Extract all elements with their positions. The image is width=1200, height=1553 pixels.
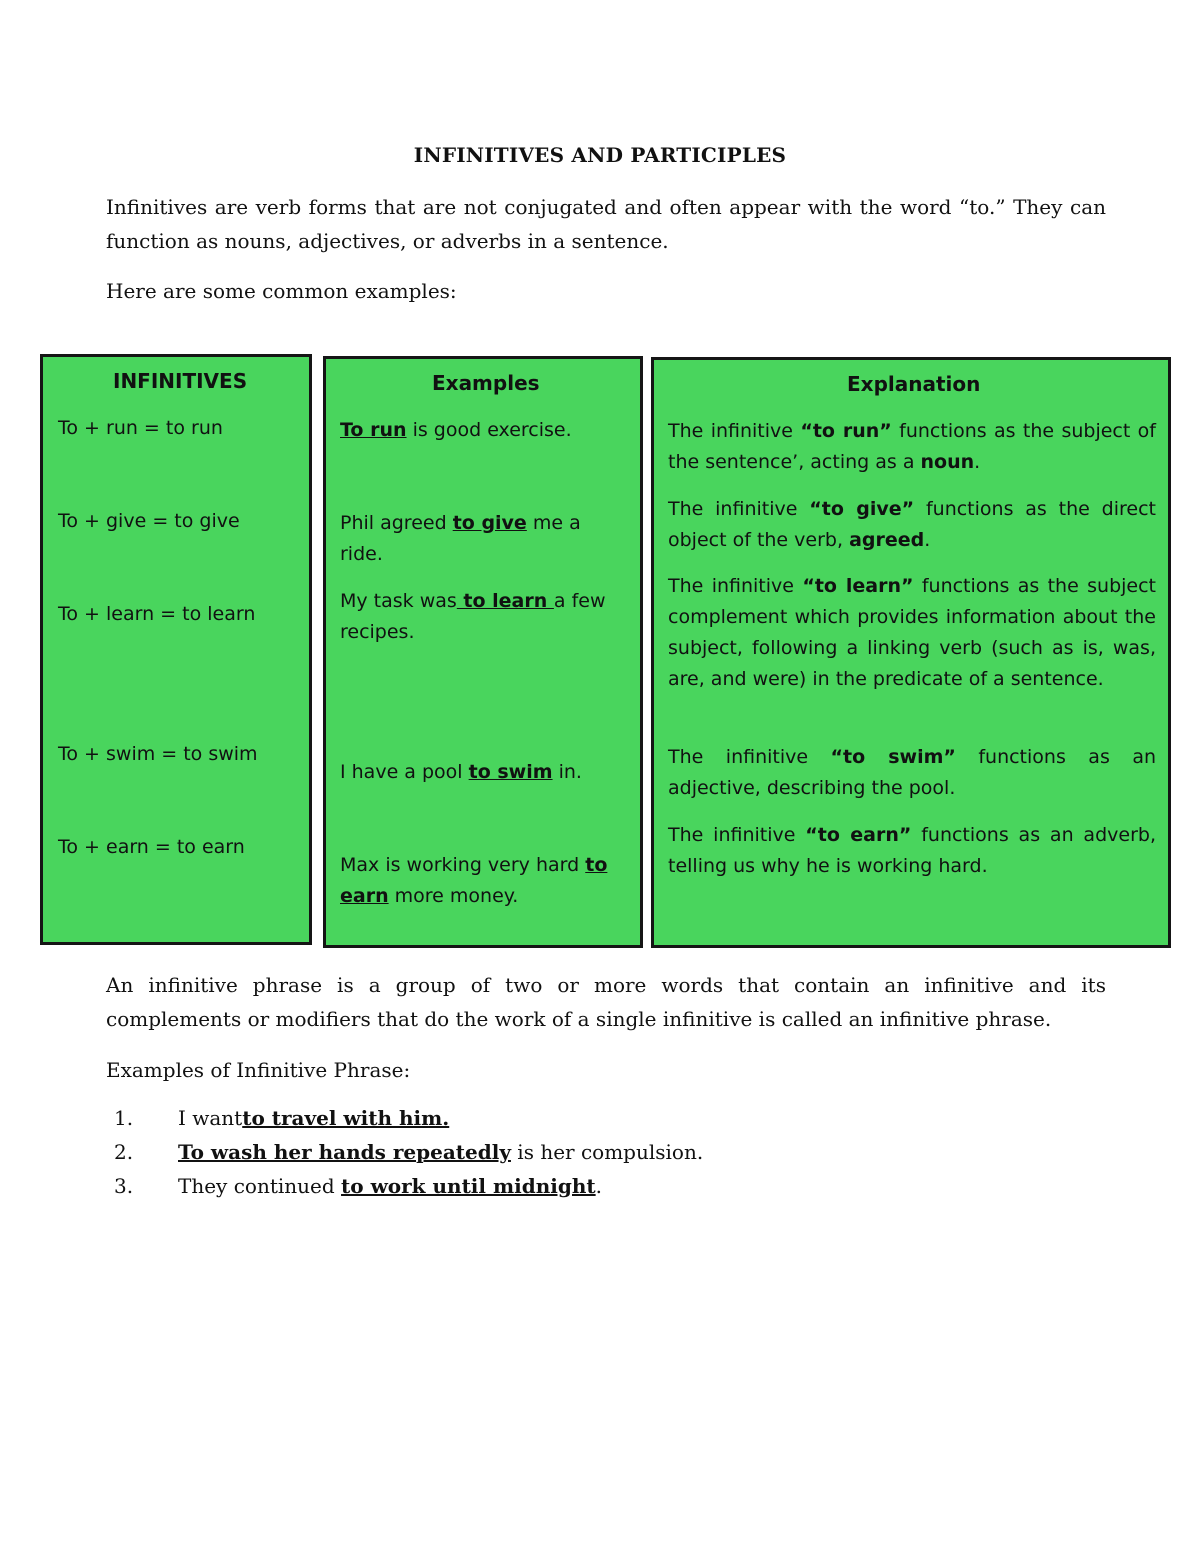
infinitive-item: To + swim = to swim — [58, 743, 258, 765]
infinitive-phrase: to work until midnight — [341, 1174, 596, 1198]
examples-label: Examples of Infinitive Phrase: — [106, 1058, 411, 1082]
examples-heading: Examples — [432, 371, 540, 395]
example-sentence: My task was to learn a few recipes. — [340, 590, 606, 643]
example-infinitive: to give — [452, 512, 527, 534]
infinitives-box — [40, 354, 312, 945]
page-title: INFINITIVES AND PARTICIPLES — [413, 143, 787, 167]
explanation-box — [651, 357, 1171, 948]
explanation-text: The infinitive “to run” functions as the subject of the sentence’, acting as a noun. — [668, 420, 1156, 473]
infinitive-item: To + earn = to earn — [58, 836, 245, 858]
examples-box — [323, 356, 643, 948]
example-infinitive: to learn — [456, 590, 554, 612]
infinitive-item: To + learn = to learn — [58, 603, 256, 625]
explanation-text: The infinitive “to give” functions as the direct object of the verb, agreed. — [668, 498, 1156, 551]
explanation-text: The infinitive “to earn” functions as an adverb, telling us why he is working hard. — [668, 824, 1156, 877]
phrase-example-list — [112, 1101, 1012, 1203]
intro-paragraph: Infinitives are verb forms that are not conjugated and often appear with the word “to.” They can function as nouns, adjectives, or adverbs in a sentence. — [106, 195, 1106, 253]
list-item: 1. I wantto travel with him. — [114, 1106, 450, 1130]
example-sentence: Phil agreed to give me a ride. — [340, 512, 581, 565]
example-infinitive: To run — [340, 419, 407, 441]
phrase-definition: An infinitive phrase is a group of two or more words that contain an infinitive and its complements or modifiers that do the work of a single infinitive is called an infinitive phrase. — [106, 973, 1106, 1031]
infinitive-phrase: to travel with him. — [242, 1106, 450, 1130]
example-infinitive: to swim — [468, 761, 553, 783]
explanation-text: The infinitive “to swim” functions as an adjective, describing the pool. — [668, 746, 1156, 799]
examples-intro: Here are some common examples: — [106, 279, 457, 303]
explanation-heading: Explanation — [847, 372, 981, 396]
explanation-text: The infinitive “to learn” functions as the subject complement which provides information about the subject, following a linking verb (such as is, was, are, and were) in the predicate of a sentence. — [668, 575, 1156, 690]
example-infinitive: to earn — [340, 854, 608, 907]
infinitive-item: To + give = to give — [58, 510, 240, 532]
infinitives-heading: INFINITIVES — [113, 369, 248, 393]
example-sentence: Max is working very hard to earn more money. — [340, 854, 608, 907]
example-sentence: I have a pool to swim in. — [340, 761, 582, 783]
example-sentence: To run is good exercise. — [340, 419, 572, 441]
infinitive-item: To + run = to run — [58, 417, 223, 439]
list-item: 2. To wash her hands repeatedly is her compulsion. — [114, 1140, 704, 1164]
infinitive-phrase: To wash her hands repeatedly — [178, 1140, 511, 1164]
list-item: 3. They continued to work until midnight. — [114, 1174, 602, 1198]
